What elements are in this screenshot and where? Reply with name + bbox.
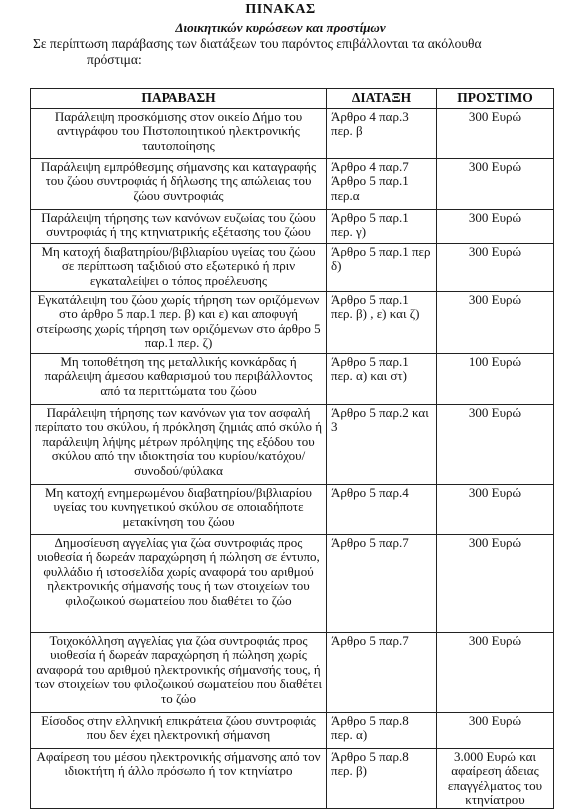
- intro-paragraph: [33, 36, 538, 68]
- violation-cell: Μη κατοχή διαβατηρίου/βιβλιαρίου υγείας του ζώου σε περίπτωση ταξιδιού στο εξωτερικό ή πριν εγκαταλείψει ο τόπος προέλευσης: [31, 243, 327, 291]
- fine-cell: 300 Ευρώ: [437, 243, 554, 291]
- fine-cell: 300 Ευρώ: [437, 291, 554, 353]
- table-row: [31, 353, 554, 404]
- fine-cell: 300 Ευρώ: [437, 484, 554, 534]
- violation-cell: Παράλειψη τήρησης των κανόνων για τον ασφαλή περίπατο του σκύλου, ή πρόκληση ζημιάς από σκύλο ή παράλειψη λήψης μέτρων πρόληψης της εξόδου του σκύλου από την ιδιοκτησία του κυρίου/κατόχου/συνοδού/φύλακα: [31, 404, 327, 484]
- table-row: [31, 712, 554, 748]
- fine-cell: 300 Ευρώ: [437, 108, 554, 158]
- article-cell: Άρθρο 4 παρ.3 περ. β: [327, 108, 437, 158]
- fine-cell: 3.000 Ευρώ και αφαίρεση άδειας επαγγέλματος του κτηνίατρου: [437, 748, 554, 808]
- header-article: ΔΙΑΤΑΞΗ: [327, 89, 437, 109]
- page-title: ΠΙΝΑΚΑΣ: [245, 2, 316, 17]
- article-cell: Άρθρο 5 παρ.1 περ. α) και στ): [327, 353, 437, 404]
- table-row: [31, 291, 554, 353]
- table-row: [31, 748, 554, 808]
- fine-cell: 300 Ευρώ: [437, 404, 554, 484]
- table-row: [31, 484, 554, 534]
- violation-cell: Δημοσίευση αγγελίας για ζώα συντροφιάς προς υιοθεσία ή δωρεάν παραχώρηση ή πώληση σε έντυπο, φυλλάδιο ή ιστοσελίδα χωρίς αναφορά του αριθμού ηλεκτρονικής σήμανσής τους ή των στοιχείων του φιλοζωικού σωματείου που διαθέτει το ζώο: [31, 534, 327, 632]
- table-row: [31, 158, 554, 209]
- fine-cell: 300 Ευρώ: [437, 632, 554, 712]
- article-cell: Άρθρο 5 παρ.7: [327, 534, 437, 632]
- article-cell: Άρθρο 5 παρ.8 περ. α): [327, 712, 437, 748]
- violation-cell: Μη κατοχή ενημερωμένου διαβατηρίου/βιβλιαρίου υγείας του κυνηγετικού σκύλου σε οποιαδήποτε μετακίνηση του ζώου: [31, 484, 327, 534]
- fine-cell: 300 Ευρώ: [437, 712, 554, 748]
- page-subtitle: Διοικητικών κυρώσεων και προστίμων: [175, 20, 386, 35]
- article-cell: Άρθρο 5 παρ.1 περ δ): [327, 243, 437, 291]
- violation-cell: Εγκατάλειψη του ζώου χωρίς τήρηση των οριζόμενων στο άρθρο 5 παρ.1 περ. β) και ε) και αποφυγή στείρωσης χωρίς τήρηση των οριζόμενων στο άρθρο 5 παρ.1 περ. ζ): [31, 291, 327, 353]
- violation-cell: Παράλειψη εμπρόθεσμης σήμανσης και καταγραφής του ζώου συντροφιάς ή δήλωσης της απώλειας του ζώου συντροφιάς: [31, 158, 327, 209]
- article-cell: Άρθρο 5 παρ.4: [327, 484, 437, 534]
- violation-cell: Τοιχοκόλληση αγγελίας για ζώα συντροφιάς προς υιοθεσία ή δωρεάν παραχώρηση ή πώληση χωρίς αναφορά του αριθμού ηλεκτρονικής σήμανσής τους, ή των στοιχείων του φιλοζωικού σωματείου που διαθέτει το ζώο: [31, 632, 327, 712]
- violation-cell: Παράλειψη τήρησης των κανόνων ευζωίας του ζώου συντροφιάς ή της κτηνιατρικής εξέτασης του ζώου: [31, 209, 327, 243]
- article-cell: Άρθρο 5 παρ.7: [327, 632, 437, 712]
- fine-cell: 300 Ευρώ: [437, 158, 554, 209]
- fine-cell: 300 Ευρώ: [437, 209, 554, 243]
- table-row: [31, 108, 554, 158]
- intro-line-2: πρόστιμα:: [87, 52, 142, 67]
- table-row: [31, 632, 554, 712]
- table-header-row: [31, 89, 554, 109]
- table-row: [31, 243, 554, 291]
- table-row: [31, 534, 554, 632]
- table-row: [31, 209, 554, 243]
- header-fine: ΠΡΟΣΤΙΜΟ: [437, 89, 554, 109]
- violation-cell: Μη τοποθέτηση της μεταλλικής κονκάρδας ή παράλειψη άμεσου καθαρισμού του περιβάλλοντος από τα περιττώματα του ζώου: [31, 353, 327, 404]
- violation-cell: Αφαίρεση του μέσου ηλεκτρονικής σήμανσης από τον ιδιοκτήτη ή άλλο πρόσωπο ή τον κτηνίατρο: [31, 748, 327, 808]
- table-row: [31, 404, 554, 484]
- article-cell: Άρθρο 5 παρ.1 περ. β) , ε) και ζ): [327, 291, 437, 353]
- header-violation: ΠΑΡΑΒΑΣΗ: [31, 89, 327, 109]
- article-cell: Άρθρο 5 παρ.1 περ. γ): [327, 209, 437, 243]
- intro-line-1: Σε περίπτωση παράβασης των διατάξεων του παρόντος επιβάλλονται τα ακόλουθα: [33, 36, 482, 51]
- penalties-table: [30, 88, 554, 809]
- violation-cell: Παράλειψη προσκόμισης στον οικείο Δήμο του αντιγράφου του Πιστοποιητικού ηλεκτρονικής ταυτοποίησης: [31, 108, 327, 158]
- article-cell: Άρθρο 4 παρ.7 Άρθρο 5 παρ.1 περ.α: [327, 158, 437, 209]
- article-cell: Άρθρο 5 παρ.2 και 3: [327, 404, 437, 484]
- violation-cell: Είσοδος στην ελληνική επικράτεια ζώου συντροφιάς που δεν έχει ηλεκτρονική σήμανση: [31, 712, 327, 748]
- fine-cell: 100 Ευρώ: [437, 353, 554, 404]
- fine-cell: 300 Ευρώ: [437, 534, 554, 632]
- article-cell: Άρθρο 5 παρ.8 περ. β): [327, 748, 437, 808]
